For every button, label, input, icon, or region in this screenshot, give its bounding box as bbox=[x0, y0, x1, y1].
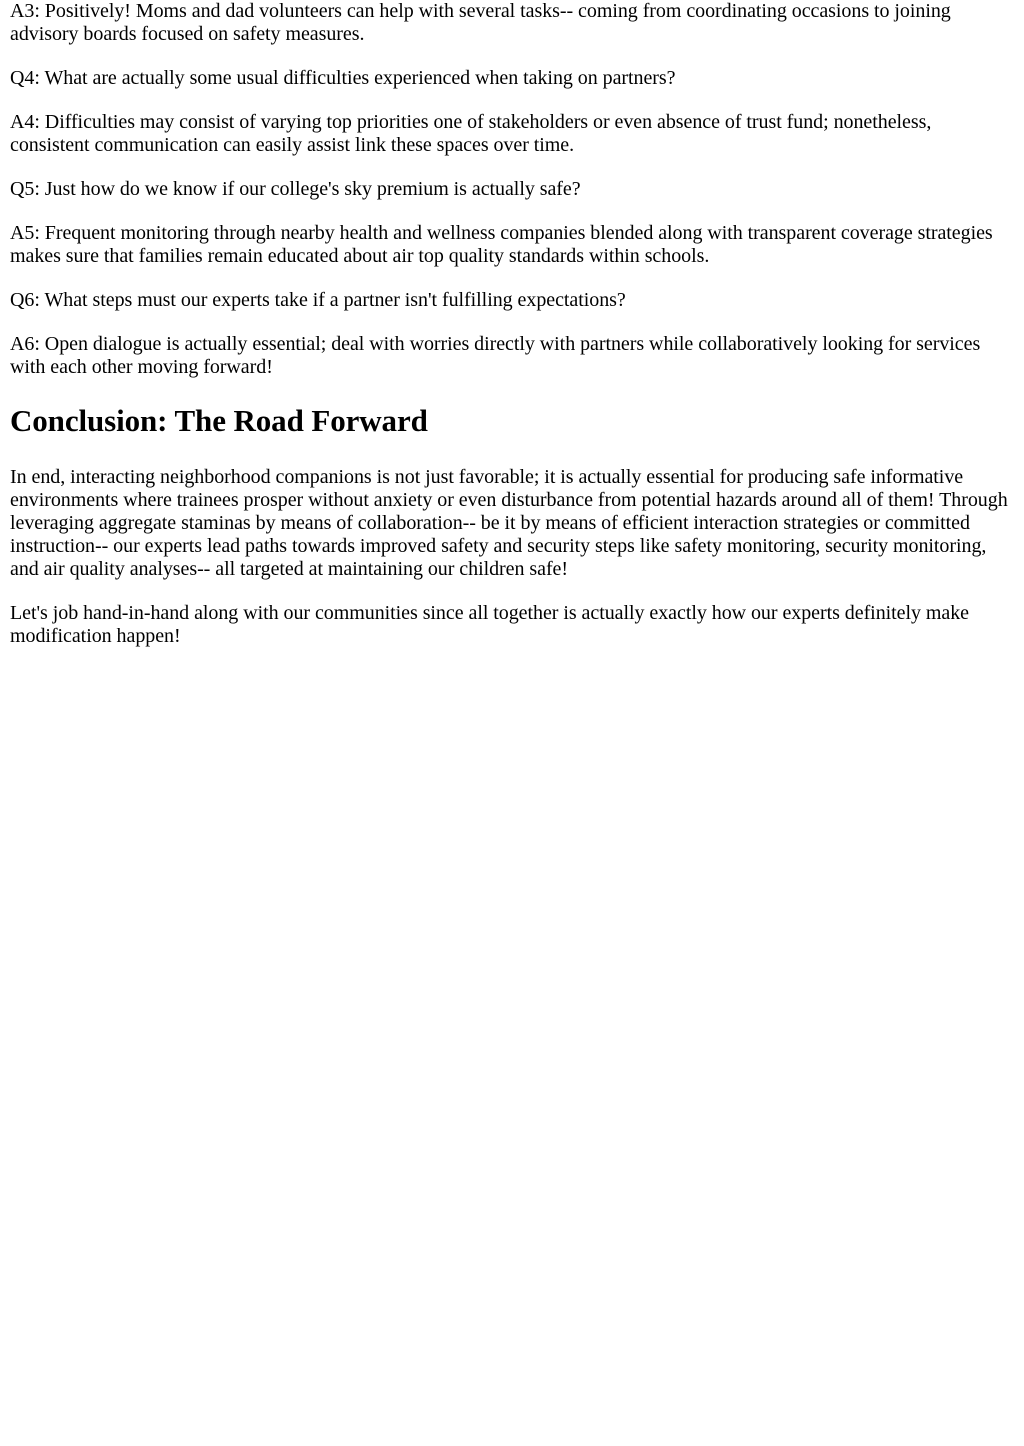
faq-answer-6: A6: Open dialogue is actually essential; deal with worries directly with partners while collaboratively looking for services with each other moving forward! bbox=[10, 333, 981, 378]
faq-question-4: Q4: What are actually some usual difficulties experienced when taking on partners? bbox=[10, 67, 676, 89]
conclusion-heading: Conclusion: The Road Forward bbox=[10, 403, 428, 438]
article-body bbox=[0, 0, 1024, 648]
faq-question-6: Q6: What steps must our experts take if a partner isn't fulfilling expectations? bbox=[10, 289, 626, 311]
faq-answer-3: A3: Positively! Moms and dad volunteers can help with several tasks-- coming from coordinating occasions to joining advisory boards focused on safety measures. bbox=[10, 0, 951, 45]
faq-question-5: Q5: Just how do we know if our college's sky premium is actually safe? bbox=[10, 178, 581, 200]
faq-answer-5: A5: Frequent monitoring through nearby health and wellness companies blended along with transparent coverage strategies makes sure that families remain educated about air top quality standards within schools. bbox=[10, 222, 993, 267]
conclusion-paragraph-1: In end, interacting neighborhood companions is not just favorable; it is actually essential for producing safe informative environments where trainees prosper without anxiety or even disturbance from potential hazards around all of them! Through leveraging aggregate staminas by means of collaboration-- be it by means of efficient interaction strategies or committed instruction-- our experts lead paths towards improved safety and security steps like safety monitoring, security monitoring, and air quality analyses-- all targeted at maintaining our children safe! bbox=[10, 466, 1008, 580]
faq-answer-4: A4: Difficulties may consist of varying top priorities one of stakeholders or even absence of trust fund; nonetheless, consistent communication can easily assist link these spaces over time. bbox=[10, 111, 932, 156]
conclusion-paragraph-2: Let's job hand-in-hand along with our communities since all together is actually exactly how our experts definitely make modification happen! bbox=[10, 602, 970, 647]
